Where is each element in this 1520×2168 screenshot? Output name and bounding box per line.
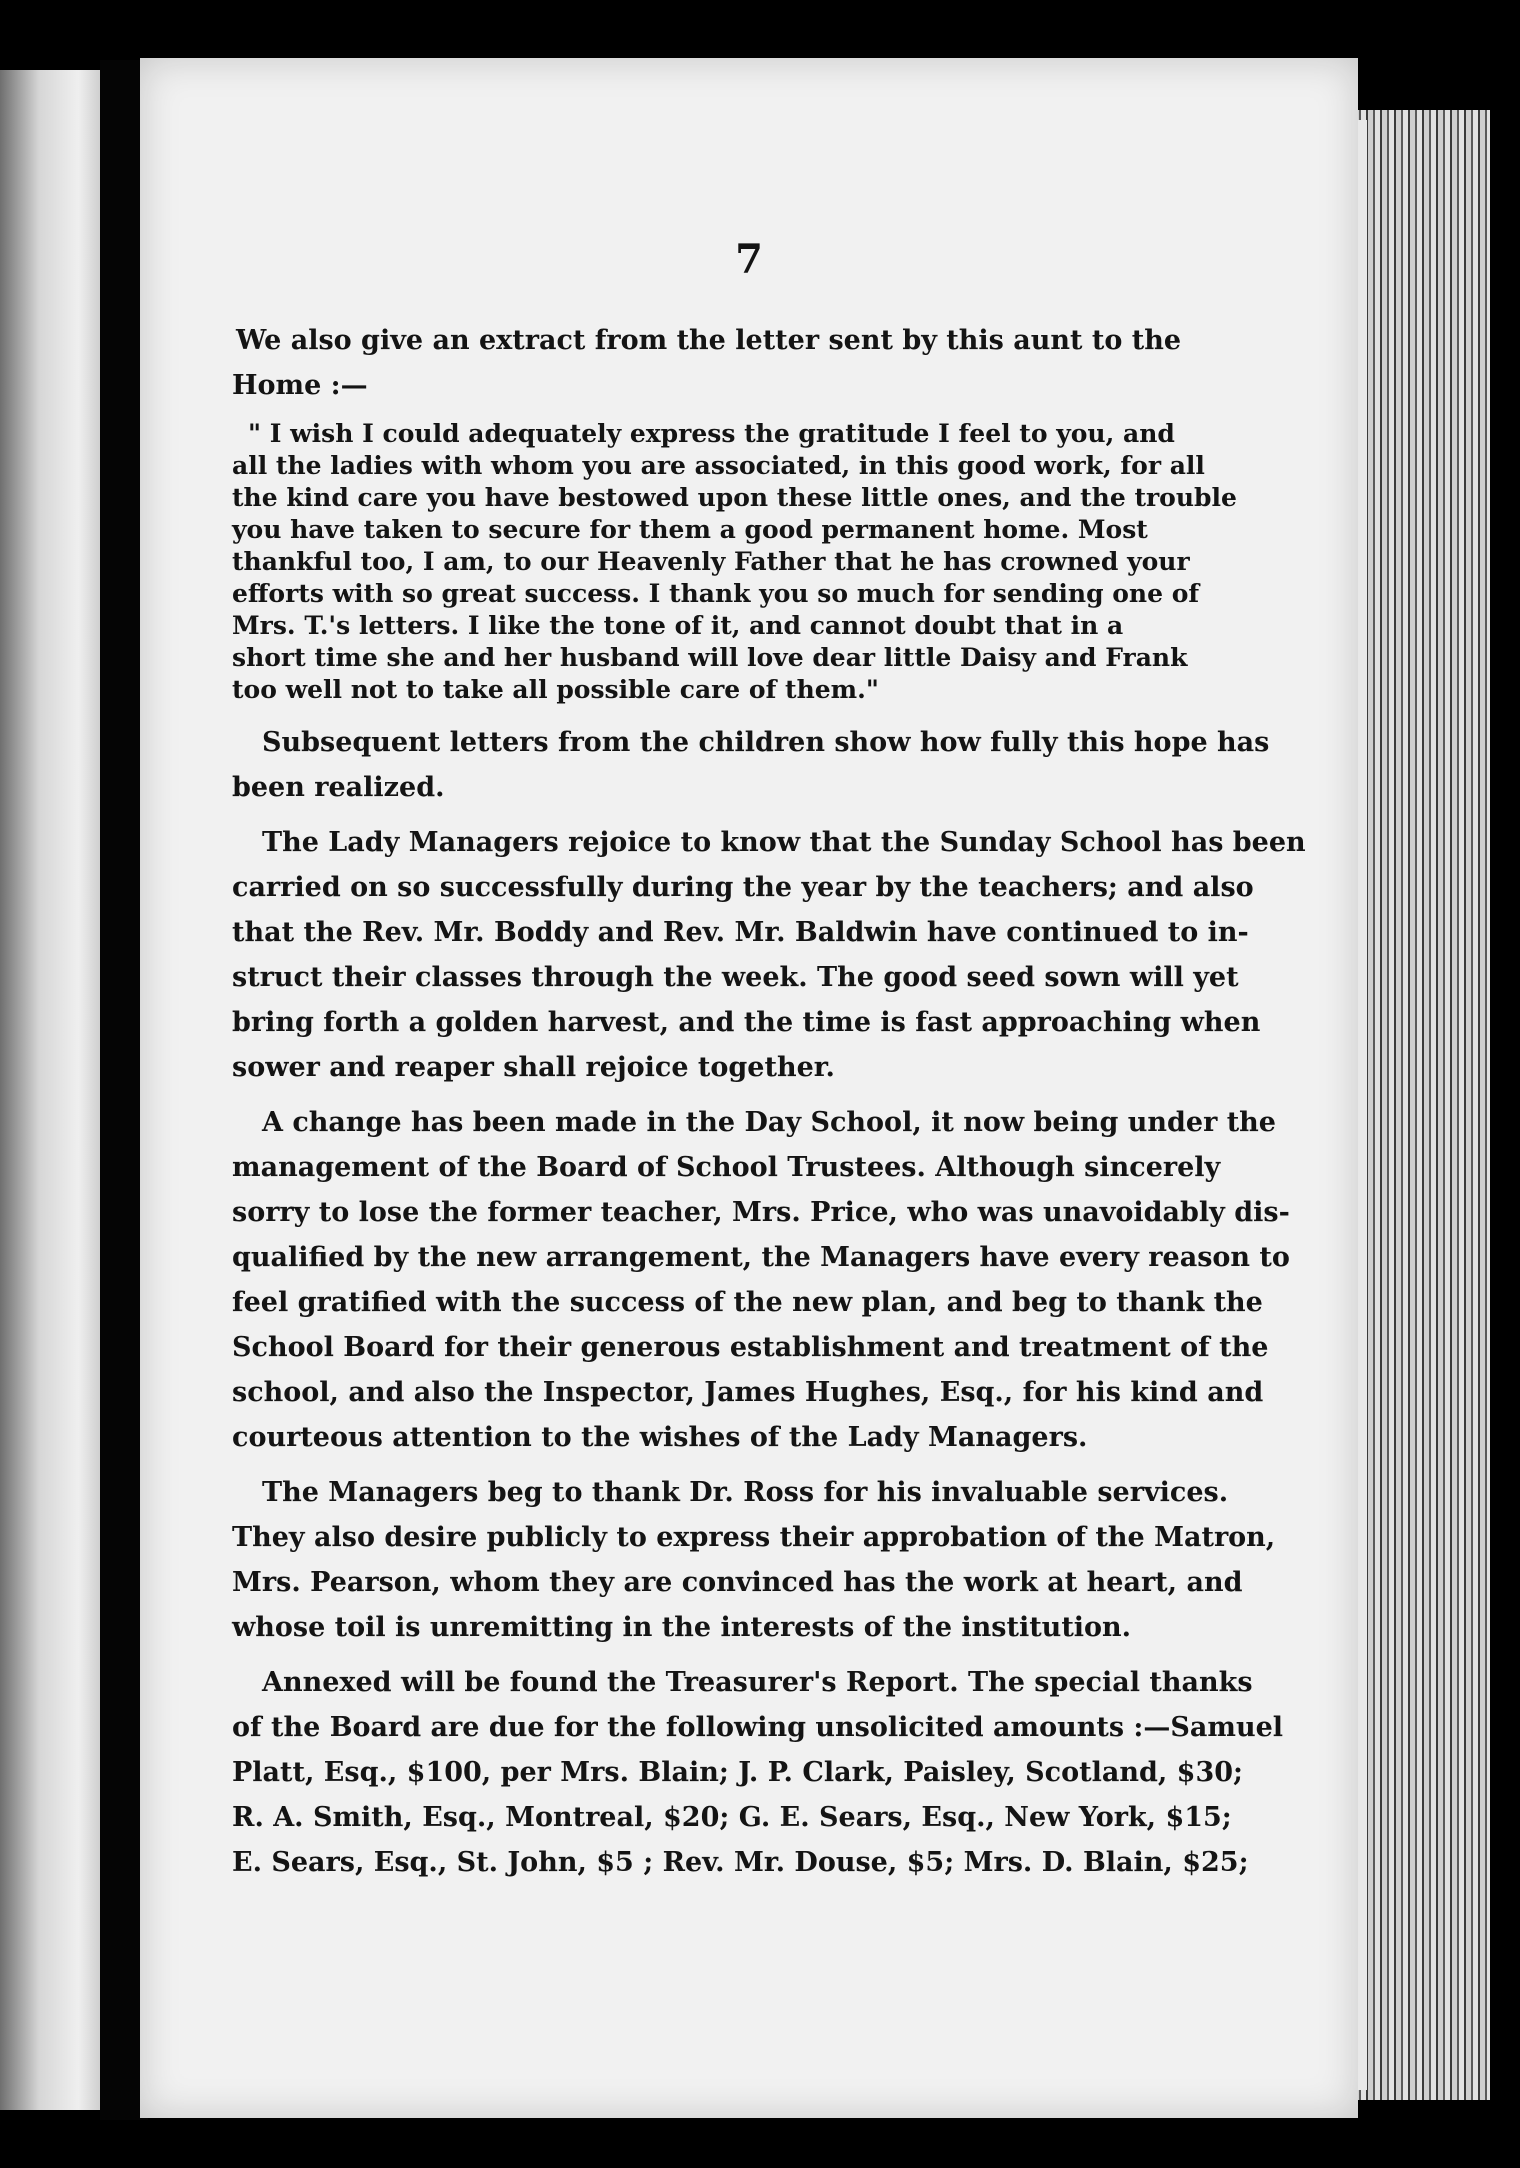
text-line: qualified by the new arrangement, the Managers have every reason to xyxy=(232,1242,1290,1273)
paragraph-treasurers-report xyxy=(232,1660,1284,1885)
text-line: the kind care you have bestowed upon these little ones, and the trouble xyxy=(232,483,1237,512)
paragraph-day-school xyxy=(232,1100,1290,1460)
text-line: Annexed will be found the Treasurer's Report. The special thanks xyxy=(262,1667,1253,1698)
text-line: sorry to lose the former teacher, Mrs. Price, who was unavoidably dis- xyxy=(232,1197,1290,1228)
text-line: courteous attention to the wishes of the Lady Managers. xyxy=(232,1422,1088,1453)
text-line: Mrs. Pearson, whom they are convinced has the work at heart, and xyxy=(232,1567,1243,1598)
text-line: R. A. Smith, Esq., Montreal, $20; G. E. Sears, Esq., New York, $15; xyxy=(232,1802,1232,1833)
text-line: all the ladies with whom you are associated, in this good work, for all xyxy=(232,451,1205,480)
text-line: school, and also the Inspector, James Hughes, Esq., for his kind and xyxy=(232,1377,1264,1408)
text-line: too well not to take all possible care of them." xyxy=(232,675,879,704)
quoted-letter xyxy=(232,418,1252,706)
paragraph-sunday-school xyxy=(232,820,1306,1090)
text-line: Platt, Esq., $100, per Mrs. Blain; J. P. Clark, Paisley, Scotland, $30; xyxy=(232,1757,1243,1788)
text-line: struct their classes through the week. The good seed sown will yet xyxy=(232,962,1239,993)
text-line: thankful too, I am, to our Heavenly Father that he has crowned your xyxy=(232,547,1190,576)
text-line: carried on so successfully during the year by the teachers; and also xyxy=(232,872,1254,903)
text-line: We also give an extract from the letter sent by this aunt to the xyxy=(236,325,1182,356)
text-line: sower and reaper shall rejoice together. xyxy=(232,1052,835,1083)
text-line: you have taken to secure for them a good permanent home. Most xyxy=(232,515,1148,544)
page-number: 7 xyxy=(735,236,763,283)
text-line: A change has been made in the Day School, it now being under the xyxy=(262,1107,1276,1138)
page-text xyxy=(232,318,1306,1885)
text-line: The Lady Managers rejoice to know that the Sunday School has been xyxy=(262,827,1306,858)
text-line: They also desire publicly to express their approbation of the Matron, xyxy=(232,1522,1276,1553)
text-line: Mrs. T.'s letters. I like the tone of it, and cannot doubt that in a xyxy=(232,611,1124,640)
text-line: feel gratified with the success of the new plan, and beg to thank the xyxy=(232,1287,1263,1318)
text-line: Subsequent letters from the children show how fully this hope has xyxy=(262,727,1270,758)
text-line: efforts with so great success. I thank you so much for sending one of xyxy=(232,579,1200,608)
text-line: whose toil is unremitting in the interests of the institution. xyxy=(232,1612,1132,1643)
text-line: bring forth a golden harvest, and the time is fast approaching when xyxy=(232,1007,1261,1038)
text-line: of the Board are due for the following unsolicited amounts :—Samuel xyxy=(232,1712,1284,1743)
text-line: short time she and her husband will love dear little Daisy and Frank xyxy=(232,643,1188,672)
paragraph-subsequent-letters xyxy=(232,720,1270,810)
left-page-edge xyxy=(0,70,112,2110)
text-line: School Board for their generous establishment and treatment of the xyxy=(232,1332,1269,1363)
text-line: " I wish I could adequately express the gratitude I feel to you, and xyxy=(248,419,1175,448)
text-line: The Managers beg to thank Dr. Ross for his invaluable services. xyxy=(262,1477,1229,1508)
text-line: management of the Board of School Trustees. Although sincerely xyxy=(232,1152,1221,1183)
intro-paragraph xyxy=(232,318,1252,408)
paragraph-thanks-dr-ross xyxy=(232,1470,1276,1650)
text-line: Home :— xyxy=(232,370,368,401)
book-page xyxy=(140,58,1358,2118)
text-line: E. Sears, Esq., St. John, $5 ; Rev. Mr. Douse, $5; Mrs. D. Blain, $25; xyxy=(232,1847,1249,1878)
text-line: that the Rev. Mr. Boddy and Rev. Mr. Baldwin have continued to in- xyxy=(232,917,1249,948)
text-line: been realized. xyxy=(232,772,445,803)
